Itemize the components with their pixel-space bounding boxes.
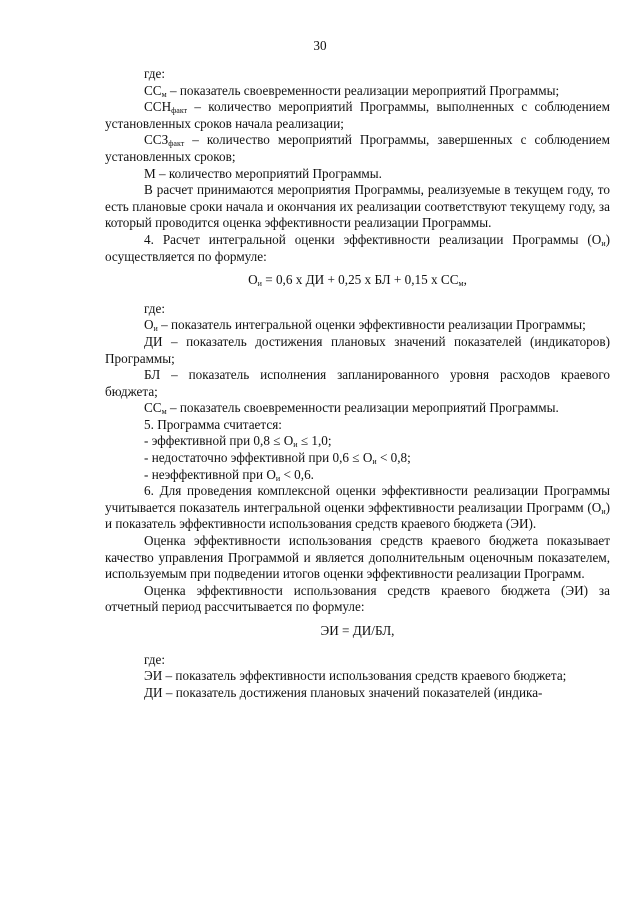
text-run: ЭИ – показатель эффективности использования средств краевого бюджета;	[144, 668, 567, 684]
text-run: ≤ 1,0;	[297, 433, 332, 449]
paragraph	[105, 668, 610, 685]
text-run: ССН	[144, 99, 172, 115]
document-body	[105, 66, 610, 701]
paragraph	[105, 583, 610, 616]
text-run: – количество мероприятий Программы, завершенных с соблюдением установленных сроков;	[105, 132, 610, 164]
page-number: 30	[313, 38, 327, 53]
text-run: где:	[144, 651, 165, 667]
text-run: М – количество мероприятий Программы.	[144, 165, 382, 181]
text-run: – количество мероприятий Программы, выполненных с соблюдением установленных сроков начала реализации;	[105, 99, 610, 131]
text-run: 5. Программа считается:	[144, 416, 282, 432]
paragraph	[105, 99, 610, 132]
text-run: В расчет принимаются мероприятия Программы, реализуемые в текущем году, то есть плановые сроки начала и окончания их реализации соответствуют текущему году, за который проводится оценка эффективности реализации Программы.	[105, 182, 610, 231]
text-run: Оценка эффективности использования средств краевого бюджета показывает качество управления Программой и является дополнительным оценочным показателем, используемым при подведении итогов оценки эффективности реализации Программ.	[105, 533, 610, 582]
text-run: ) и показатель эффективности использования средств краевого бюджета (ЭИ).	[105, 499, 610, 532]
text-run: = 0,6 х ДИ + 0,25 х БЛ + 0,15 х СС	[261, 272, 459, 288]
text-run: ССЗ	[144, 132, 169, 148]
text-run: СС	[144, 400, 162, 416]
subscript: и	[153, 324, 158, 334]
subscript: и	[275, 473, 281, 483]
subscript: м	[458, 279, 464, 289]
text-run: - неэффективной при О	[144, 466, 276, 482]
text-run: ) осуществляется по формуле:	[105, 231, 610, 264]
text-run: - недостаточно эффективной при 0,6 ≤ О	[144, 450, 373, 466]
paragraph	[105, 450, 610, 467]
paragraph	[105, 417, 610, 434]
text-run: – показатель своевременности реализации мероприятий Программы;	[166, 82, 560, 98]
paragraph	[105, 301, 610, 318]
paragraph	[105, 483, 610, 533]
text-run: < 0,8;	[376, 450, 411, 466]
paragraph	[105, 182, 610, 232]
text-run: Оценка эффективности использования средств краевого бюджета (ЭИ) за отчетный период рассчитывается по формуле:	[105, 582, 610, 615]
paragraph	[105, 132, 610, 165]
text-run: – показатель своевременности реализации мероприятий Программы.	[166, 400, 559, 416]
text-run: 6. Для проведения комплексной оценки эффективности реализации Программы учитывается показатель интегральной оценки эффективности реализации Программ (О	[105, 483, 610, 515]
text-run: ,	[463, 272, 467, 288]
subscript: факт	[171, 106, 188, 116]
paragraph	[105, 685, 610, 702]
text-run: – показатель интегральной оценки эффективности реализации Программы;	[157, 317, 586, 333]
paragraph	[105, 652, 610, 669]
text-run: ДИ – показатель достижения плановых значений показателей (индика-	[144, 684, 543, 700]
formula	[105, 623, 610, 640]
subscript: м	[161, 407, 167, 417]
text-run: ДИ – показатель достижения плановых значений показателей (индикаторов) Программы;	[105, 333, 610, 366]
paragraph	[105, 232, 610, 265]
paragraph	[105, 467, 610, 484]
paragraph	[105, 83, 610, 100]
paragraph	[105, 317, 610, 334]
paragraph	[105, 334, 610, 367]
text-run: - эффективной при 0,8 ≤ О	[144, 433, 294, 449]
text-run: О	[248, 272, 258, 288]
subscript: и	[293, 440, 298, 450]
text-run: 4. Расчет интегральной оценки эффективности реализации Программы (О	[144, 231, 602, 247]
text-run: БЛ – показатель исполнения запланированного уровня расходов краевого бюджета;	[105, 367, 610, 399]
paragraph	[105, 66, 610, 83]
subscript: и	[601, 506, 606, 516]
paragraph	[105, 166, 610, 183]
text-run: СС	[144, 82, 162, 98]
text-run: О	[144, 317, 154, 333]
subscript: и	[372, 457, 377, 467]
text-run: где:	[144, 300, 165, 316]
text-run: < 0,6.	[280, 466, 314, 482]
text-run: где:	[144, 66, 165, 81]
subscript: и	[257, 279, 262, 289]
paragraph	[105, 433, 610, 450]
subscript: м	[161, 89, 167, 99]
paragraph	[105, 533, 610, 583]
paragraph	[105, 367, 610, 400]
text-run: ЭИ = ДИ/БЛ,	[320, 623, 395, 638]
paragraph	[105, 400, 610, 417]
subscript: и	[601, 238, 606, 248]
formula	[105, 272, 610, 289]
subscript: факт	[168, 139, 185, 149]
